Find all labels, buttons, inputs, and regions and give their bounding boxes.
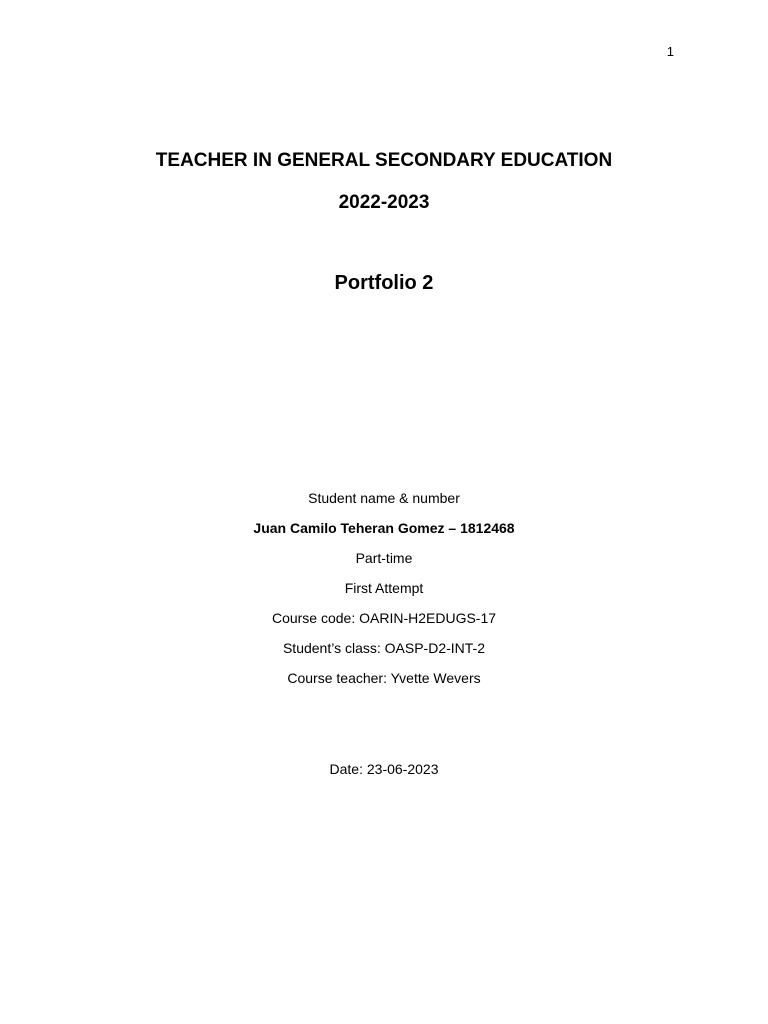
course-code: Course code: OARIN-H2EDUGS-17 [271,610,497,626]
student-class: Student’s class: OASP-D2-INT-2 [282,640,486,656]
student-name-number: Juan Camilo Teheran Gomez – 1812468 [253,520,515,536]
attempt: First Attempt [344,580,424,596]
course-teacher: Course teacher: Yvette Wevers [287,670,481,686]
academic-year: 2022-2023 [338,192,430,213]
study-mode: Part-time [355,550,413,566]
student-name-label: Student name & number [308,490,460,506]
submission-date: Date: 23-06-2023 [329,761,439,777]
document-title: TEACHER IN GENERAL SECONDARY EDUCATION [155,150,613,171]
page-number: 1 [666,44,674,59]
portfolio-title: Portfolio 2 [334,272,434,294]
